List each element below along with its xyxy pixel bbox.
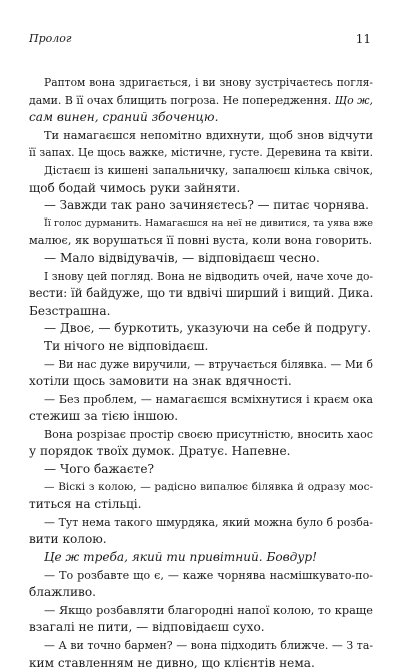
text-line (29, 215, 373, 233)
italic-text: Це ж треба, який ти привітний. Бовдур! (44, 550, 317, 565)
text-line (29, 408, 373, 426)
text-run: Ти нічого не відповідаєш. (44, 338, 209, 353)
text-line (29, 619, 373, 637)
text-line (29, 109, 373, 127)
text-line (29, 443, 373, 461)
text-run: — Завжди так рано зачиняєтесь? — питає чорнява. (44, 198, 369, 213)
text-line (29, 162, 373, 180)
text-line (29, 655, 373, 672)
text-run: І знову цей погляд. Вона не відводить очей, наче хоче до- (44, 269, 373, 283)
text-line (29, 127, 373, 145)
text-line (29, 584, 373, 602)
text-line (29, 197, 373, 215)
text-run: Вона розрізає простір своєю присутністю, вносить хаос (44, 427, 373, 441)
text-run: вити колою. (29, 532, 107, 547)
text-run: — А ви точно бармен? — вона підходить ближче. — З та- (44, 639, 373, 652)
chapter-title: Пролог (29, 32, 72, 45)
text-run: хотіли щось замовити на знак вдячності. (29, 374, 292, 389)
text-run: у порядок твоїх думок. Дратує. Напевне. (29, 444, 291, 459)
text-run: Дістаєш із кишені запальничку, запалюєш кілька свічок, (44, 163, 373, 177)
page-number: 11 (355, 32, 371, 46)
text-run: — То розбавте що є, — каже чорнява насмішкувато-по- (44, 568, 373, 582)
text-run: — Якщо розбавляти благородні напої колою, то краще (44, 603, 373, 617)
text-line (29, 496, 373, 514)
text-line (29, 426, 373, 444)
text-line (29, 356, 373, 374)
text-line (29, 180, 373, 198)
text-line (29, 373, 373, 391)
text-run: вести: їй байдуже, що ти вдвічі ширший і вищий. Дика. (29, 286, 374, 301)
text-run: Безстрашна. (29, 303, 111, 318)
text-line (29, 567, 373, 585)
text-run: Ти намагаєшся непомітно вдихнути, щоб знов відчути (44, 128, 373, 142)
text-line (29, 232, 373, 250)
text-run: — Тут нема такого шмурдяка, який можна було б розба- (44, 515, 373, 529)
text-run: дами. В її очах блищить погроза. Не попередження. (29, 93, 335, 107)
text-line (29, 320, 373, 338)
text-run: — Без проблем, — намагаєшся всміхнутися і краєм ока (44, 392, 373, 406)
text-line (29, 338, 373, 356)
text-line (29, 74, 373, 92)
text-run: — Віскі з колою, — радісно випалює білявка й одразу мос- (44, 480, 373, 493)
text-run: блажливо. (29, 585, 96, 600)
italic-text: Що ж, (334, 93, 373, 107)
text-line (29, 602, 373, 620)
text-run: Раптом вона здригається, і ви знову зустрічаєтесь погля- (44, 76, 373, 89)
text-run: взагалі не пити, — відповідаєш сухо. (29, 620, 265, 635)
text-line (29, 549, 373, 567)
text-run: стежиш за тією іншою. (29, 409, 179, 424)
text-run: — Чого бажаєте? (44, 462, 154, 477)
text-line (29, 514, 373, 532)
text-run: — Двоє, — буркотить, указуючи на себе й подругу. (44, 321, 372, 336)
text-run: титься на стільці. (29, 497, 142, 512)
text-line (29, 461, 373, 479)
text-line (29, 92, 373, 110)
text-line (29, 637, 373, 655)
text-run: її запах. Це щось важке, містичне, густе. Деревина та квіти. (29, 146, 373, 160)
text-run: ким ставленням не дивно, що клієнтів нема. (29, 655, 315, 670)
text-line (29, 268, 373, 286)
text-run: Її голос дурманить. Намагаєшся на неї не дивитися, та уява вже (44, 217, 373, 229)
text-line (29, 303, 373, 321)
text-run: — Мало відвідувачів, — відповідаєш чесно. (44, 250, 320, 265)
text-run: щоб бодай чимось руки зайняти. (29, 180, 241, 195)
text-line (29, 144, 373, 162)
text-line (29, 285, 373, 303)
text-run: малює, як ворушаться її повні вуста, коли вона говорить. (29, 234, 373, 248)
running-head (29, 30, 371, 48)
text-line (29, 250, 373, 268)
italic-text: сам винен, сраний збоченцю. (29, 110, 219, 125)
text-line (29, 391, 373, 409)
text-line (29, 531, 373, 549)
text-line (29, 479, 373, 497)
text-run: — Ви нас дуже виручили, — втручається білявка. — Ми б (44, 357, 373, 371)
body-text (29, 74, 373, 672)
